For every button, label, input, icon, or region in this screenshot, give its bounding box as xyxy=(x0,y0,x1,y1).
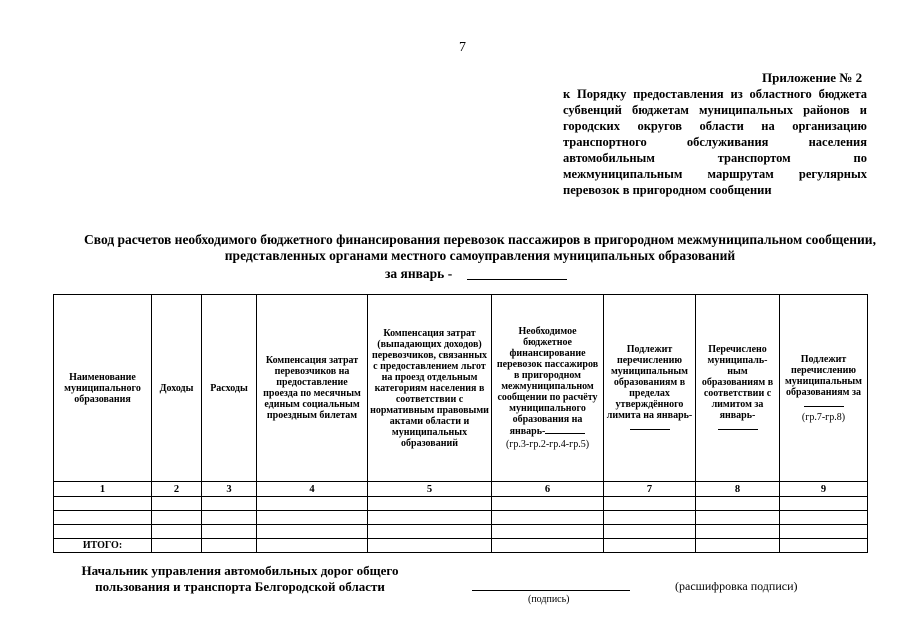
table-cell xyxy=(604,539,696,553)
table-cell xyxy=(202,539,257,553)
table-cell xyxy=(696,539,780,553)
formula-col6: (гр.3-гр.2-гр.4-гр.5) xyxy=(505,439,590,450)
page-number: 7 xyxy=(459,40,466,55)
table-row xyxy=(54,511,868,525)
column-numbers-row xyxy=(54,482,868,497)
blank-line xyxy=(545,425,585,434)
table-cell xyxy=(604,511,696,525)
table-cell xyxy=(492,497,604,511)
table-cell xyxy=(368,497,492,511)
table-cell xyxy=(202,525,257,539)
document-title: Свод расчетов необходимого бюджетного финансирования перевозок пассажиров в пригородном межмуниципальном сообщении, представленных органами местного самоуправления муниципальных образований xyxy=(84,232,876,263)
table-cell xyxy=(257,497,368,511)
period-label: за январь - xyxy=(385,266,453,281)
table-cell xyxy=(368,539,492,553)
table-cell xyxy=(696,525,780,539)
table-cell xyxy=(202,511,257,525)
blank-line xyxy=(804,398,844,407)
appendix-title: Приложение № 2 xyxy=(762,70,863,85)
table-cell xyxy=(780,497,868,511)
column-number: 6 xyxy=(492,482,604,497)
column-number: 7 xyxy=(604,482,696,497)
column-number: 1 xyxy=(54,482,152,497)
table-cell xyxy=(202,497,257,511)
table-cell xyxy=(604,525,696,539)
header-expenses: Расходы xyxy=(202,295,257,482)
column-number: 2 xyxy=(152,482,202,497)
table-cell xyxy=(696,511,780,525)
table-cell xyxy=(54,525,152,539)
signer-title: Начальник управления автомобильных дорог общего пользования и транспорта Белгородской области xyxy=(81,563,399,594)
header-row xyxy=(54,295,868,482)
table-row xyxy=(54,525,868,539)
formula-col9: (гр.7-гр.8) xyxy=(801,411,846,423)
total-label: ИТОГО: xyxy=(54,539,152,553)
table-cell xyxy=(257,525,368,539)
column-number: 5 xyxy=(368,482,492,497)
header-transferred: Перечислено муниципаль- ным образованиям в соответствии с лимитом за январь- xyxy=(696,295,780,482)
blank-line xyxy=(630,421,670,430)
table-row xyxy=(54,497,868,511)
signature-line xyxy=(472,590,630,591)
table-cell xyxy=(257,511,368,525)
table-cell xyxy=(492,525,604,539)
header-to-transfer: Подлежит перечислению муниципальным образованиям за (гр.7-гр.8) xyxy=(780,295,868,482)
table-cell xyxy=(152,511,202,525)
decoding-caption: (расшифровка подписи) xyxy=(675,579,798,593)
signature-caption: (подпись) xyxy=(528,594,570,605)
total-row xyxy=(54,539,868,553)
period-blank-line xyxy=(467,279,567,280)
table-cell xyxy=(152,497,202,511)
table-cell xyxy=(257,539,368,553)
header-compensation-tickets: Компенсация затрат перевозчиков на предоставление проезда по месячным единым социальным проездным билетам xyxy=(257,295,368,482)
column-number: 3 xyxy=(202,482,257,497)
appendix-text: к Порядку предоставления из областного бюджета субвенций бюджетам муниципальных районов и городских округов области на организацию транспортного обслуживания населения автомобильным транспортом по межмуниципальным маршрутам регулярных перевозок в пригородном сообщении xyxy=(563,87,867,197)
table-cell xyxy=(780,525,868,539)
table-cell xyxy=(54,497,152,511)
table-cell xyxy=(492,511,604,525)
header-compensation-benefits: Компенсация затрат (выпадающих доходов) перевозчиков, связанных с предоставлением льгот на проезд отдельным категориям населения в соответствии с нормативным правовыми актами области и муниципальных образований xyxy=(368,295,492,482)
table-cell xyxy=(54,511,152,525)
header-to-transfer-limit: Подлежит перечислению муниципальным образованиям в пределах утверждённого лимита на январь- xyxy=(604,295,696,482)
table-cell xyxy=(780,511,868,525)
table-cell xyxy=(492,539,604,553)
table-cell xyxy=(696,497,780,511)
blank-line xyxy=(718,421,758,430)
header-municipality: Наименование муниципального образования xyxy=(54,295,152,482)
table-cell xyxy=(368,525,492,539)
calculation-table xyxy=(53,294,868,553)
header-income: Доходы xyxy=(152,295,202,482)
table-cell xyxy=(152,539,202,553)
column-number: 4 xyxy=(257,482,368,497)
table-cell xyxy=(368,511,492,525)
table-cell xyxy=(604,497,696,511)
table-cell xyxy=(780,539,868,553)
column-number: 8 xyxy=(696,482,780,497)
column-number: 9 xyxy=(780,482,868,497)
table-cell xyxy=(152,525,202,539)
header-required-financing: Необходимое бюджетное финансирование перевозок пассажиров в пригородном межмуниципальном сообщении по расчёту муниципального образования на январь- (гр.3-гр.2-гр.4-гр.5) xyxy=(492,295,604,482)
